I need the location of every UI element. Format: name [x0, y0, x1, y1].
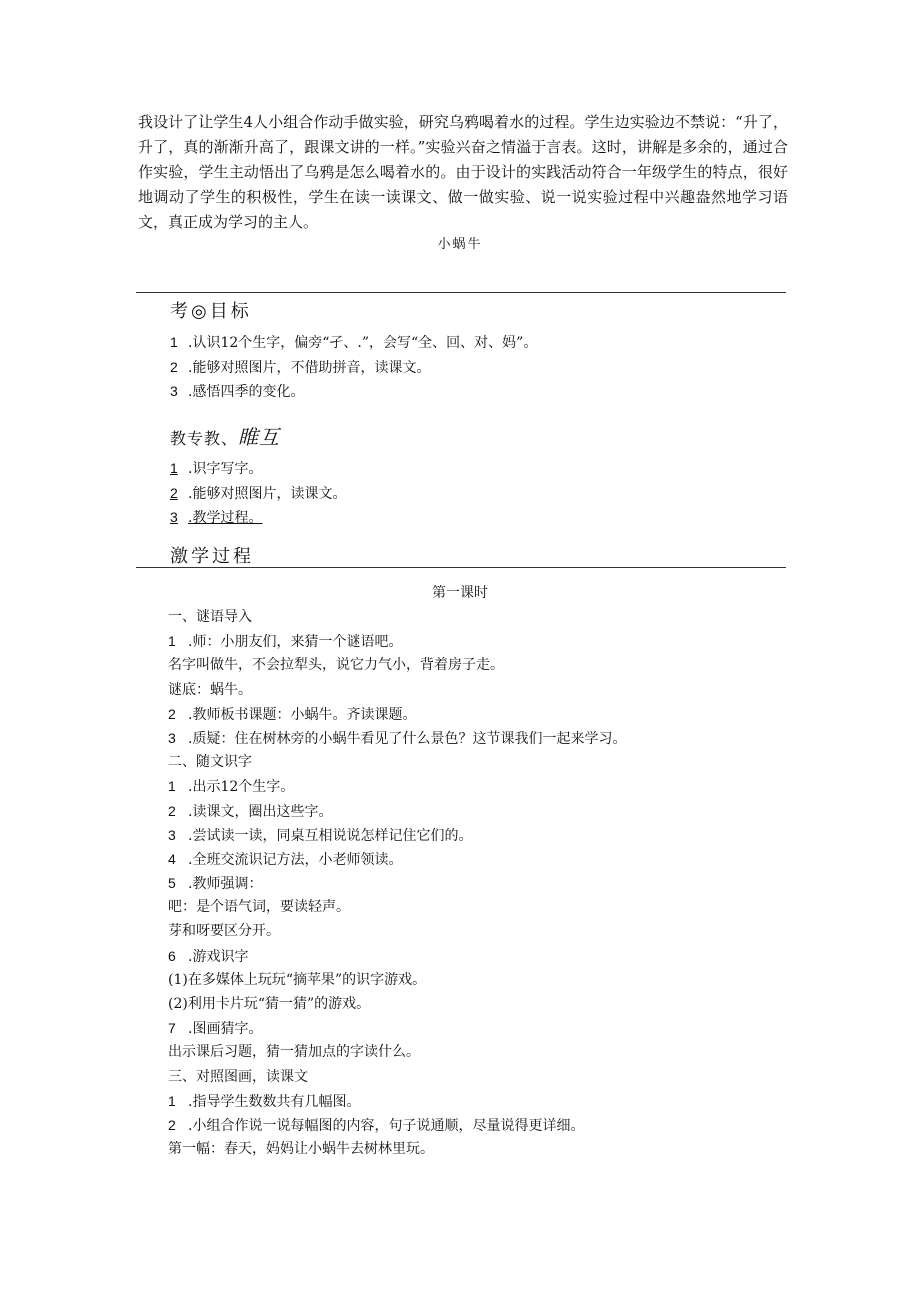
list-item	[168, 629, 626, 653]
list-item	[168, 968, 626, 992]
item-text: .识字写字。	[188, 461, 263, 477]
item-number: 3	[168, 826, 176, 843]
item-number: 6	[168, 947, 176, 964]
item-text: 芽和呀要区分开。	[168, 923, 280, 940]
item-text: 一、谜语导入	[168, 609, 252, 625]
item-text: 名字叫做牛，不会拉犁头，说它力气小，背着房子走。	[168, 657, 504, 674]
item-number: 2	[168, 802, 176, 819]
list-item	[168, 750, 626, 774]
item-text: 吧：是个语气词，要读轻声。	[168, 899, 350, 916]
list-item	[170, 379, 537, 404]
item-number: 3	[168, 729, 176, 746]
intro-paragraph: 我设计了让学生4人小组合作动手做实验，研究乌鸦喝着水的过程。学生边实验边不禁说：“升了，升了，真的渐渐升高了，跟课文讲的一样。”实验兴奋之情溢于言表。这时，讲解是多余的，通过合作实验，学生主动悟出了乌鸦是怎么喝着水的。由于设计的实践活动符合一年级学生的特点，很好地调动了学生的积极性，学生在读一读课文、做一做实验、说一说实验过程中兴趣盎然地学习语文，真正成为学习的主人。	[138, 113, 788, 231]
item-number: 1	[168, 778, 176, 795]
list-item	[168, 726, 626, 750]
list-item	[168, 1113, 626, 1137]
focus-heading-text: 教专教、	[170, 429, 239, 448]
item-text: (1)在多媒体上玩玩“摘苹果”的识字游戏。	[168, 971, 427, 988]
list-item	[168, 847, 626, 871]
item-text: .出示12个生字。	[188, 779, 295, 796]
process-heading: 激学过程	[170, 546, 254, 567]
list-item	[168, 653, 626, 677]
list-item	[168, 702, 626, 726]
item-text: .图画猜字。	[188, 1021, 263, 1038]
goals-heading: 考◎目标	[170, 301, 252, 322]
item-text: .认识12个生字，偏旁“孑、.”，会写“全、回、对、妈”。	[188, 335, 538, 351]
intro-paragraph-block	[138, 110, 788, 235]
item-text: .师：小朋友们，来猜一个谜语吧。	[188, 634, 403, 651]
item-text: .尝试读一读，同桌互相说说怎样记住它们的。	[188, 827, 473, 844]
focus-list	[170, 456, 346, 530]
item-text: .能够对照图片，读课文。	[188, 485, 347, 502]
list-item	[168, 1016, 626, 1040]
list-item	[170, 355, 537, 380]
list-item	[170, 481, 346, 506]
item-text: .指导学生数数共有几幅图。	[188, 1093, 361, 1110]
item-number: 1	[168, 1092, 176, 1109]
item-number: 5	[168, 875, 176, 892]
item-number: 4	[168, 850, 176, 867]
item-text: .教师强调：	[188, 876, 263, 893]
item-number: 2	[170, 358, 178, 375]
list-item	[170, 330, 537, 355]
goals-list	[170, 330, 537, 404]
list-item	[168, 919, 626, 943]
list-item	[168, 605, 626, 629]
item-text: 三、对照图画，读课文	[168, 1068, 308, 1085]
item-text: 谜底：蜗牛。	[168, 681, 252, 698]
list-item	[168, 823, 626, 847]
item-text: .质疑：住在树林旁的小蜗牛看见了什么景色？这节课我们一起来学习。	[188, 730, 627, 747]
divider-process	[136, 567, 786, 568]
list-item	[168, 871, 626, 895]
focus-heading-italic: 睢互	[238, 425, 281, 449]
item-text: 第一幅：春天，妈妈让小蜗牛去树林里玩。	[168, 1141, 434, 1158]
list-item	[168, 992, 626, 1016]
divider-top	[136, 292, 786, 293]
item-text: .教师板书课题：小蜗牛。齐读课题。	[188, 706, 417, 723]
process-list	[168, 605, 626, 1161]
item-text: .教学过程。	[188, 510, 263, 526]
list-item	[168, 1040, 626, 1064]
item-text: (2)利用卡片玩“猜一猜”的游戏。	[168, 996, 371, 1012]
list-item	[168, 1137, 626, 1161]
item-number: 1	[168, 633, 176, 650]
list-item	[168, 895, 626, 919]
list-item	[170, 456, 346, 481]
list-item	[168, 1089, 626, 1113]
period-heading: 第一课时	[432, 585, 488, 601]
list-item	[168, 944, 626, 968]
item-text: 出示课后习题，猜一猜加点的字读什么。	[168, 1044, 420, 1061]
item-number: 1	[170, 460, 178, 476]
list-item	[168, 678, 626, 702]
item-number: 7	[168, 1020, 176, 1037]
item-number: 2	[168, 705, 176, 722]
list-item	[168, 774, 626, 798]
list-item	[168, 1065, 626, 1089]
item-number: 1	[170, 334, 178, 350]
item-text: .小组合作说一说每幅图的内容，句子说通顺，尽量说得更详细。	[188, 1117, 585, 1134]
item-number: 3	[170, 383, 178, 399]
item-text: 二、随文识字	[168, 754, 252, 771]
item-number: 2	[168, 1116, 176, 1133]
item-text: .读课文，圈出这些字。	[188, 803, 333, 820]
item-text: .游戏识字	[188, 948, 249, 965]
item-text: .感悟四季的变化。	[188, 384, 305, 400]
list-item	[170, 505, 346, 530]
lesson-title: 小蜗牛	[437, 237, 483, 252]
item-text: .全班交流识记方法，小老师领读。	[188, 851, 403, 868]
list-item	[168, 799, 626, 823]
item-number: 2	[170, 484, 178, 501]
item-text: .能够对照图片，不借助拼音，读课文。	[188, 359, 431, 376]
focus-heading	[170, 421, 280, 450]
item-number: 3	[170, 509, 178, 525]
